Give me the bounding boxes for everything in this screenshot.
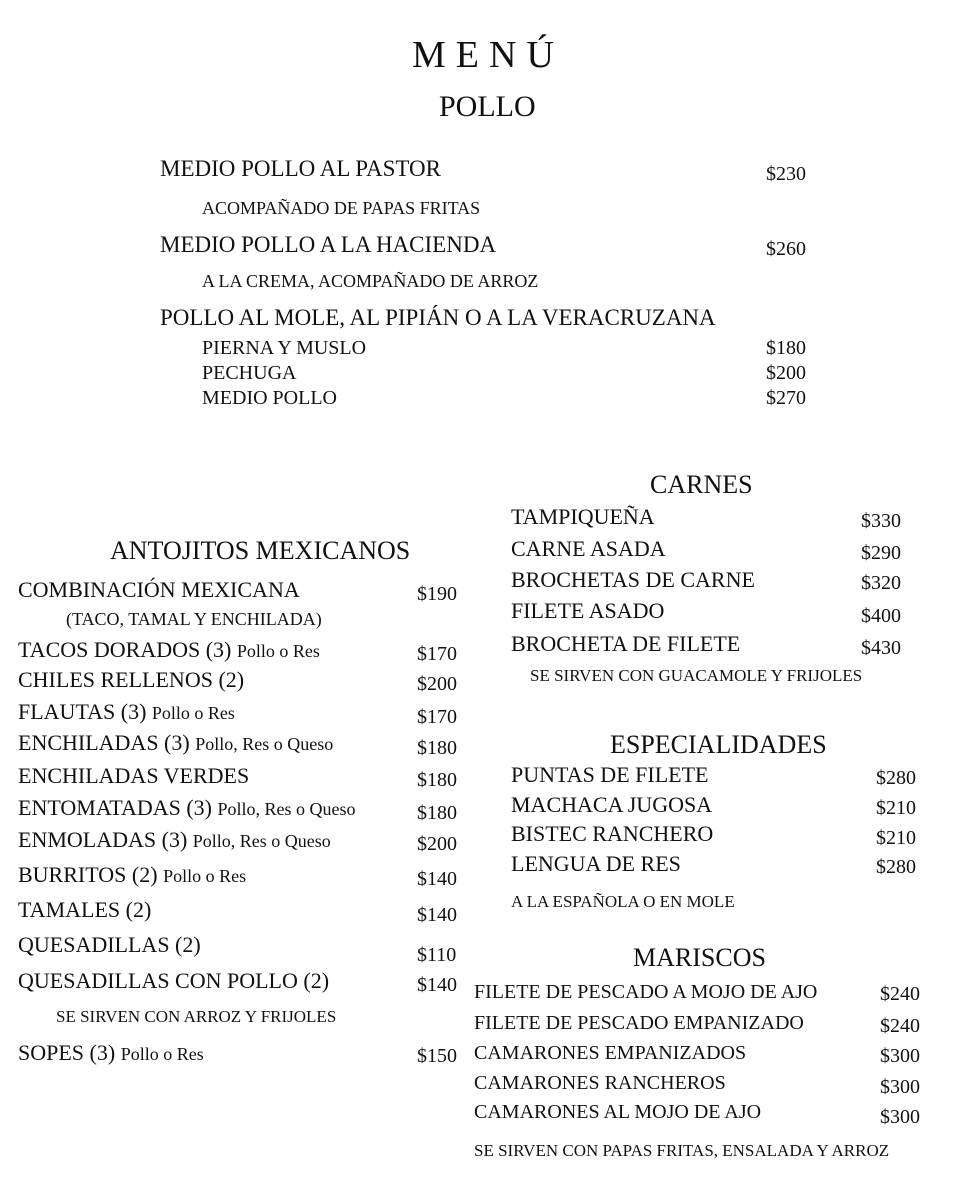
menu-item-price: $190 [417, 583, 457, 605]
menu-item-detail: Pollo o Res [120, 1044, 204, 1064]
menu-item-name: POLLO AL MOLE, AL PIPIÁN O A LA VERACRUZANA [160, 305, 716, 330]
menu-option-price: $200 [766, 362, 806, 384]
menu-item-name: QUESADILLAS CON POLLO (2) [18, 968, 330, 993]
menu-item-price: $140 [417, 868, 457, 890]
menu-item-price: $320 [861, 572, 901, 594]
menu-item-price: $260 [766, 238, 806, 260]
menu-item-name: FILETE DE PESCADO EMPANIZADO [474, 1012, 804, 1034]
section-note: SE SIRVEN CON GUACAMOLE Y FRIJOLES [530, 666, 863, 685]
menu-item-name: SOPES (3) Pollo o Res [18, 1040, 204, 1065]
menu-item-name: TACOS DORADOS (3) Pollo o Res [18, 637, 320, 662]
menu-item-name: ENCHILADAS VERDES [18, 763, 250, 788]
menu-item-name: BROCHETA DE FILETE [511, 631, 741, 656]
menu-item-price: $180 [417, 769, 457, 791]
menu-item-price: $200 [417, 833, 457, 855]
menu-item-description: A LA CREMA, ACOMPAÑADO DE ARROZ [202, 271, 539, 291]
menu-item-price: $290 [861, 542, 901, 564]
menu-item-detail: Pollo o Res [163, 866, 247, 886]
menu-item-price: $300 [880, 1076, 920, 1098]
menu-item-name: FILETE ASADO [511, 598, 665, 623]
menu-item-price: $140 [417, 904, 457, 926]
menu-item-name: LENGUA DE RES [511, 851, 681, 876]
section-heading-especialidades: ESPECIALIDADES [610, 730, 827, 759]
menu-item-name: CAMARONES AL MOJO DE AJO [474, 1101, 762, 1123]
menu-option-price: $270 [766, 387, 806, 409]
section-note: SE SIRVEN CON PAPAS FRITAS, ENSALADA Y ARROZ [474, 1141, 890, 1160]
menu-item-description: (TACO, TAMAL Y ENCHILADA) [66, 609, 322, 629]
menu-item-price: $180 [417, 737, 457, 759]
menu-item-price: $200 [417, 673, 457, 695]
menu-item-price: $210 [876, 827, 916, 849]
menu-item-detail: Pollo, Res o Queso [217, 799, 356, 819]
menu-item-name: MACHACA JUGOSA [511, 792, 713, 817]
menu-item-price: $210 [876, 797, 916, 819]
menu-item-name: ENCHILADAS (3) Pollo, Res o Queso [18, 730, 334, 755]
menu-item-detail: Pollo, Res o Queso [192, 831, 331, 851]
menu-item-name: TAMPIQUEÑA [511, 504, 655, 529]
menu-option-name: PECHUGA [202, 362, 297, 384]
menu-item-price: $300 [880, 1106, 920, 1128]
menu-item-price: $170 [417, 706, 457, 728]
menu-item-price: $400 [861, 605, 901, 627]
menu-option-price: $180 [766, 337, 806, 359]
menu-item-name: MEDIO POLLO A LA HACIENDA [160, 232, 497, 257]
menu-item-price: $150 [417, 1045, 457, 1067]
menu-option-name: MEDIO POLLO [202, 387, 337, 409]
menu-item-price: $110 [417, 944, 457, 966]
menu-item-name: FLAUTAS (3) Pollo o Res [18, 699, 235, 724]
menu-option-name: PIERNA Y MUSLO [202, 337, 367, 359]
menu-item-price: $230 [766, 163, 806, 185]
menu-item-name: PUNTAS DE FILETE [511, 762, 709, 787]
section-note: A LA ESPAÑOLA O EN MOLE [511, 892, 735, 911]
menu-item-name: BROCHETAS DE CARNE [511, 567, 755, 592]
menu-item-name: MEDIO POLLO AL PASTOR [160, 156, 441, 181]
menu-item-name: CAMARONES RANCHEROS [474, 1072, 726, 1094]
menu-item-price: $240 [880, 983, 920, 1005]
section-note: SE SIRVEN CON ARROZ Y FRIJOLES [56, 1007, 337, 1026]
menu-item-price: $170 [417, 643, 457, 665]
menu-item-name: FILETE DE PESCADO A MOJO DE AJO [474, 981, 818, 1003]
menu-item-name: TAMALES (2) [18, 897, 152, 922]
menu-item-price: $280 [876, 767, 916, 789]
menu-item-price: $180 [417, 802, 457, 824]
menu-item-description: ACOMPAÑADO DE PAPAS FRITAS [202, 198, 481, 218]
menu-item-price: $240 [880, 1015, 920, 1037]
menu-title: MENÚ [412, 34, 564, 76]
menu-item-price: $300 [880, 1045, 920, 1067]
menu-item-price: $330 [861, 510, 901, 532]
menu-item-name: COMBINACIÓN MEXICANA [18, 577, 300, 602]
menu-item-price: $280 [876, 856, 916, 878]
menu-item-name: CARNE ASADA [511, 536, 666, 561]
menu-item-name: ENMOLADAS (3) Pollo, Res o Queso [18, 827, 331, 852]
section-heading-antojitos: ANTOJITOS MEXICANOS [110, 536, 411, 565]
menu-item-detail: Pollo, Res o Queso [195, 734, 334, 754]
section-heading-pollo: POLLO [439, 90, 536, 123]
section-heading-carnes: CARNES [650, 470, 753, 499]
menu-item-price: $140 [417, 974, 457, 996]
menu-item-price: $430 [861, 637, 901, 659]
menu-item-name: QUESADILLAS (2) [18, 932, 201, 957]
menu-item-name: CHILES RELLENOS (2) [18, 667, 245, 692]
menu-item-name: CAMARONES EMPANIZADOS [474, 1042, 747, 1064]
menu-item-name: BURRITOS (2) Pollo o Res [18, 862, 247, 887]
menu-item-detail: Pollo o Res [236, 641, 320, 661]
section-heading-mariscos: MARISCOS [633, 943, 766, 972]
menu-item-detail: Pollo o Res [151, 703, 235, 723]
menu-item-name: ENTOMATADAS (3) Pollo, Res o Queso [18, 795, 356, 820]
menu-item-name: BISTEC RANCHERO [511, 821, 714, 846]
